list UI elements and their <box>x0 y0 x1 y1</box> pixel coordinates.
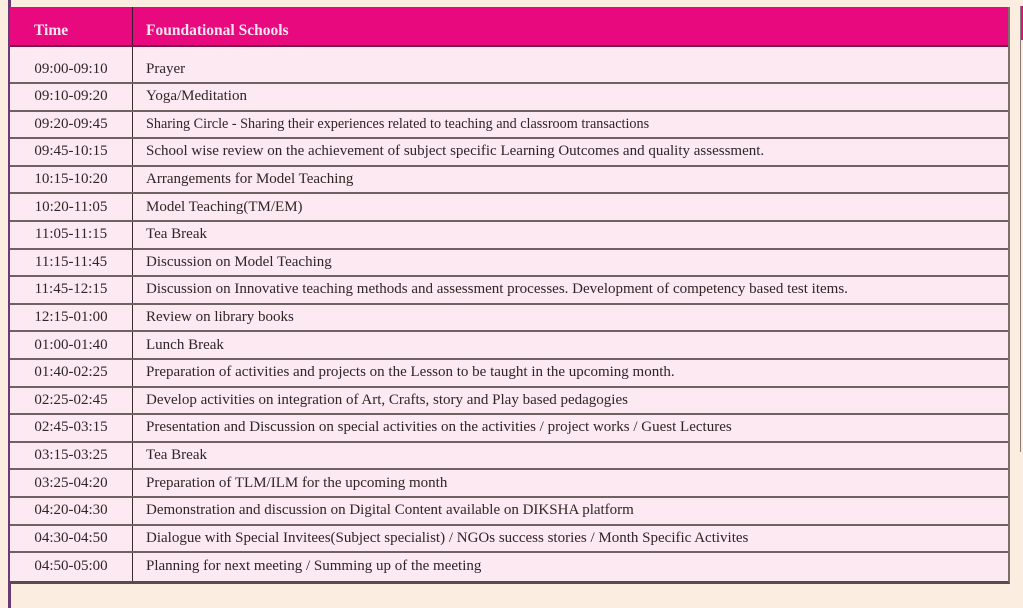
activity-cell: Presentation and Discussion on special activities on the activities / project works / Guest Lectures <box>146 419 732 436</box>
activity-cell: Discussion on Innovative teaching methods and assessment processes. Development of competency based test items. <box>146 281 848 298</box>
time-cell: 01:00-01:40 <box>10 332 133 358</box>
table-row <box>10 167 1008 195</box>
activity-cell: Develop activities on integration of Art, Crafts, story and Play based pedagogies <box>146 391 628 408</box>
table-row <box>10 305 1008 333</box>
activity-cell: Review on library books <box>146 309 294 326</box>
time-cell: 12:15-01:00 <box>10 305 133 331</box>
table-header <box>10 7 1008 47</box>
table-row <box>10 47 1008 84</box>
table-row <box>10 250 1008 278</box>
table-body <box>10 47 1008 581</box>
table-row <box>10 470 1008 498</box>
table-row <box>10 443 1008 471</box>
table-row <box>10 388 1008 416</box>
activity-cell: Preparation of activities and projects on the Lesson to be taught in the upcoming month. <box>146 364 675 381</box>
table-row <box>10 84 1008 112</box>
activity-cell: Dialogue with Special Invitees(Subject specialist) / NGOs success stories / Month Specific Activites <box>146 529 749 546</box>
table-row <box>10 526 1008 554</box>
activity-cell: Lunch Break <box>146 336 224 353</box>
time-cell: 11:15-11:45 <box>10 250 133 276</box>
table-row <box>10 112 1008 140</box>
time-cell: 11:45-12:15 <box>10 277 133 303</box>
time-cell: 04:30-04:50 <box>10 526 133 552</box>
time-cell: 04:20-04:30 <box>10 498 133 524</box>
time-cell: 02:45-03:15 <box>10 415 133 441</box>
table-row <box>10 498 1008 526</box>
time-cell: 09:00-09:10 <box>10 47 133 82</box>
time-cell: 09:10-09:20 <box>10 84 133 110</box>
time-cell: 04:50-05:00 <box>10 553 133 581</box>
table-row <box>10 139 1008 167</box>
activity-cell: Preparation of TLM/ILM for the upcoming month <box>146 474 448 491</box>
time-cell: 09:20-09:45 <box>10 112 133 138</box>
header-foundational-schools: Foundational Schools <box>146 22 289 39</box>
time-cell: 09:45-10:15 <box>10 139 133 165</box>
activity-cell: Tea Break <box>146 447 207 464</box>
time-cell: 11:05-11:15 <box>10 222 133 248</box>
time-cell: 02:25-02:45 <box>10 388 133 414</box>
table-row <box>10 332 1008 360</box>
table-row <box>10 277 1008 305</box>
table-row <box>10 222 1008 250</box>
activity-cell: Prayer <box>146 61 186 77</box>
activity-cell: Arrangements for Model Teaching <box>146 171 354 188</box>
activity-cell: School wise review on the achievement of subject specific Learning Outcomes and quality assessment. <box>146 143 765 160</box>
table-row <box>10 360 1008 388</box>
activity-cell: Yoga/Meditation <box>146 88 247 105</box>
time-cell: 01:40-02:25 <box>10 360 133 386</box>
time-cell: 03:25-04:20 <box>10 470 133 496</box>
activity-cell: Model Teaching(TM/EM) <box>146 198 303 215</box>
activity-cell: Planning for next meeting / Summing up of the meeting <box>146 558 482 575</box>
table-row <box>10 553 1008 581</box>
activity-cell: Discussion on Model Teaching <box>146 253 332 270</box>
activity-cell: Demonstration and discussion on Digital Content available on DIKSHA platform <box>146 502 634 519</box>
time-cell: 03:15-03:25 <box>10 443 133 469</box>
activity-cell: Tea Break <box>146 226 207 243</box>
header-time: Time <box>10 7 133 45</box>
activity-cell: Sharing Circle - Sharing their experiences related to teaching and classroom transactions <box>146 115 650 132</box>
table-row <box>10 194 1008 222</box>
schedule-table <box>10 7 1010 584</box>
time-cell: 10:15-10:20 <box>10 167 133 193</box>
table-row <box>10 415 1008 443</box>
time-cell: 10:20-11:05 <box>10 194 133 220</box>
